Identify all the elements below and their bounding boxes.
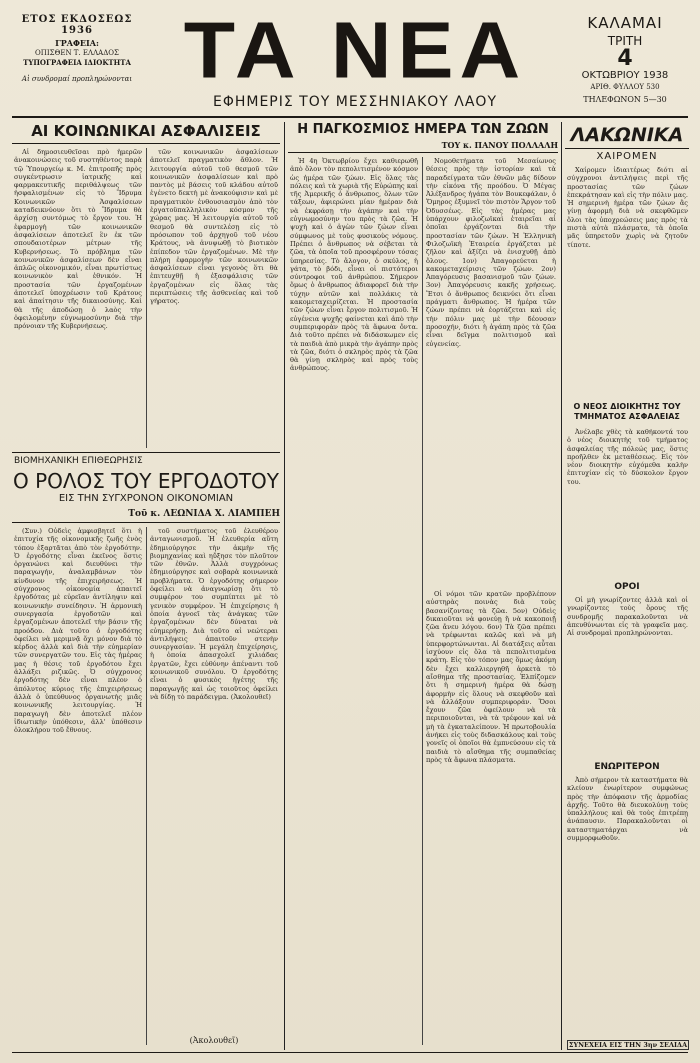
day-number: 4 [617, 46, 633, 71]
employer-byline-rule [12, 522, 280, 523]
animals-rule [288, 152, 558, 153]
employer-kicker: ΒΙΟΜΗΧΑΝΙΚΗ ΕΠΙΘΕΩΡΗΣΙΣ [14, 456, 143, 466]
enorteron-heading: ΕΝΩΡΙΤΕΡΟΝ [594, 762, 660, 772]
enorteron-column [567, 776, 688, 1038]
police-text: Ἀνέλαβε χθὲς τὰ καθήκοντά του ὁ νέος διοικητὴς τοῦ τμήματος ἀσφαλείας τῆς πόλεώς μας, ὅστις προῆλθεν ἐκ μεταθέσεως. Εἰς τὸν νέον διοικητὴν εὐχόμεθα καλὴν ἐπιτυχίαν εἰς τὸ δύσκολον ἔργον του. [567, 428, 688, 486]
employer-headline: Ο ΡΟΛΟΣ ΤΟΥ ΕΡΓΟΔΟΤΟΥ [12, 469, 280, 493]
employer-text-2: τοῦ συστήματος τοῦ ἐλευθέρου ἀνταγωνισμοῦ. Ἡ ἐλευθερία αὕτη ἐδημιούργησε τὴν ἀκμὴν τῆς βιομηχανίας καὶ ηὔξησε τὸν πλοῦτον τῶν ἐθνῶν. Ἀλλὰ συγχρόνως ἐδημιούργησε καὶ σοβαρὰ κοινωνικὰ προβλήματα. Ὁ ἐργοδότης σήμερον ὀφείλει νὰ ἀναγνωρίσῃ ὅτι τὸ συμφέρον του συμπίπτει μὲ τὸ γενικὸν συμφέρον. Ἡ ἐπιχείρησις ἡ ὁποία ἀγνοεῖ τὰς ἀνάγκας τῶν ἐργαζομένων δὲν δύναται νὰ εὐημερήσῃ. Διὰ τοῦτο αἱ νεώτεραι ἀντιλήψεις ἀπαιτοῦν στενὴν συνεργασίαν. Ἡ μεγάλη ἐπιχείρησις, ἡ ὁποία ἀπασχολεῖ χιλιάδας ἐργατῶν, ἔχει εὐθύνην ἀπέναντι τοῦ κοινωνικοῦ συνόλου. Ὁ ἐργοδότης εἶναι ὁ φυσικὸς ἡγέτης τῆς παραγωγῆς καὶ ὡς τοιοῦτος ὀφείλει νὰ δίδῃ τὸ παράδειγμα. (Ἀκολουθεῖ) [150, 527, 278, 701]
animals-column-2 [426, 157, 556, 587]
insurance-column-1 [14, 148, 142, 448]
lakonika-title: ΛΑΚΩΝΙΚΑ [570, 124, 684, 146]
animals-column-1 [290, 157, 418, 1045]
newspaper-subtitle: ΕΦΗΜΕΡΙΣ ΤΟΥ ΜΕΣΣΗΝΙΑΚΟΥ ΛΑΟΥ [212, 94, 497, 110]
masthead-rule [12, 116, 688, 118]
animals-text-2: Νομοθετήματα τοῦ Μεσαίωνος θέσεις πρὸς τὴν ἱστορίαν καὶ τὰ παραδείγματα τῶν ἐθνῶν μᾶς δίδουν τὴν εἰκόνα τῆς προόδου. Ὁ Μέγας Ἀλέξανδρος ἠγάπα τὸν Βουκεφάλαν, ὁ Ὅμηρος ἐξυμνεῖ τὸν πιστὸν Ἄργον τοῦ Ὀδυσσέως. Εἰς τὰς ἡμέρας μας ὑπάρχουν φιλοζωϊκαὶ ἑταιρεῖαι αἱ ὁποῖαι ἐργάζονται διὰ τὴν προστασίαν τῶν ζώων. Ἡ Ἑλληνικὴ Φιλοζωϊκὴ Ἑταιρεία ἐργάζεται μὲ ζῆλον καὶ ἀξίζει νὰ ἐνισχυθῇ ἀπὸ ὅλους. 1ον) Ἀπαγορεύεται ἡ κακομεταχείρισις τῶν ζώων. 2ον) Ἀπαγόρευσις βασανισμοῦ τῶν ζώων. 3ον) Ἀπαγόρευσις κακῆς χρήσεως. Ἔτσι ὁ ἄνθρωπος δεικνύει ὅτι εἶναι πράγματι ἄνθρωπος. Ἡ ἡμέρα τῶν ζώων πρέπει νὰ ἑορτάζεται καὶ εἰς τὴν πόλιν μας μὲ τὴν δέουσαν προσοχήν, διότι ἡ ἀγάπη πρὸς τὰ ζῶα εἶναι δεῖγμα πολιτισμοῦ καὶ εὐγενείας. [426, 157, 556, 348]
subscription-motto: Αἱ συνδρομαί προπληρώνονται [21, 75, 133, 83]
animals-text-3: Οἱ νόμοι τῶν κρατῶν προβλέπουν αὐστηρὰς ποινὰς διὰ τοὺς βασανίζοντας τὰ ζῶα. 5ον) Οὐδεὶς δικαιοῦται νὰ φονεύῃ ἢ νὰ κακοποιῇ ζῶα ἄνευ λόγου. 6ον) Τὰ ζῶα πρέπει νὰ τρέφωνται καλῶς καὶ νὰ μὴ ὑπερφορτώνωνται. Αἱ διατάξεις αὗται ἰσχύουν εἰς ὅλα τὰ πεπολιτισμένα κράτη. Εἰς τὸν τόπον μας ὅμως ἀκόμη δὲν ἔχει καλλιεργηθῆ ἀρκετὰ τὸ αἴσθημα τῆς προστασίας. Ἐλπίζομεν ὅτι ἡ σημερινὴ ἡμέρα θὰ δώσῃ ἀφορμὴν εἰς ὅλους νὰ σκεφθοῦν καὶ νὰ ἀλλάξουν συμπεριφοράν. Ὅσοι ἔχουν ζῶα ὀφείλουν νὰ τὰ περιποιοῦνται, νὰ τὰ τρέφουν καὶ νὰ μὴ τὰ ἐγκαταλείπουν. Ἡ πρωτοβουλία ἀνήκει εἰς τοὺς διδασκάλους καὶ τοὺς γονεῖς οἱ ὁποῖοι θὰ ἐμπνεύσουν εἰς τὰ παιδιὰ τὸ αἴσθημα τῆς συμπαθείας πρὸς τὰ ἄφωνα πλάσματα. [426, 590, 556, 764]
police-heading: Ο ΝΕΟΣ ΔΙΟΙΚΗΤΗΣ ΤΟΥ ΤΜΗΜΑΤΟΣ ΑΣΦΑΛΕΙΑΣ [573, 402, 681, 421]
continued-box: ΣΥΝΕΧΕΙΑ ΕΙΣ ΤΗΝ 3ην ΣΕΛΙΔΑ [568, 1041, 688, 1049]
printing-note: ΤΥΠΟΓΡΑΦΕΙΑ ΙΔΙΟΚΤΗΤΑ [23, 58, 131, 67]
continued-note: (Ἀκολουθεῖ) [189, 1036, 239, 1045]
animals-headline: Η ΠΑΓΚΟΣΜΙΟΣ ΗΜΕΡΑ ΤΩΝ ΖΩΩΝ [297, 122, 549, 137]
column-divider [146, 527, 147, 1045]
animals-column-3 [426, 590, 556, 1045]
year-founded: ΕΤΟΣ ΕΚΔΟΣΕΩΣ 1936 [21, 14, 133, 36]
employer-subheadline: ΕΙΣ ΤΗΝ ΣΥΓΧΡΟΝΟΝ ΟΙΚΟΝΟΜΙΑΝ [58, 493, 234, 504]
lakonika-rule [565, 148, 689, 149]
section-divider [284, 122, 285, 1050]
horoi-column [567, 596, 688, 758]
offices-address: ΟΠΙΣΘΕΝ Τ. ΕΛΛΑΔΟΣ [35, 49, 119, 57]
insurance-text-1: Αἱ δημοσιευθεῖσαι πρὸ ἡμερῶν ἀνακοινώσεις τοῦ συστηθέντος παρὰ τῷ Ὑπουργείῳ κ. Μ. ἐπιτροπῆς πρὸς συγκέντρωσιν ἰατρικῆς καὶ φαρμακευτικῆς περιθάλψεως τῶν ἠσφαλισμένων εἰς τὸ Ἵδρυμα Κοινωνικῶν Ἀσφαλίσεων καταδεικνύουν ὅτι τὸ Ἵδρυμα θὰ ἀρχίσῃ συντόμως τὸ ἔργον του. Ἡ ἐφαρμογὴ τῶν κοινωνικῶν ἀσφαλίσεων ἀποτελεῖ ἓν ἐκ τῶν σπουδαιοτέρων μέτρων τῆς Κυβερνήσεως. Τὸ πρόβλημα τῶν κοινωνικῶν ἀσφαλίσεων δὲν εἶναι ἁπλῶς οἰκονομικόν, εἶναι πρωτίστως κοινωνικὸν καὶ ἐθνικόν. Ἡ προστασία τῶν ἐργαζομένων ἀποτελεῖ ὑποχρέωσιν τοῦ Κράτους καὶ ἀπαίτησιν τῆς δικαιοσύνης. Καὶ θὰ τῆς ἀποδώσῃ ὁ λαὸς τὴν ὀφειλομένην εὐγνωμοσύνην διὰ τὴν πρόνοιαν τῆς Κυβερνήσεως. [14, 148, 142, 331]
horoi-heading: ΟΡΟΙ [614, 582, 640, 592]
section-divider [561, 122, 562, 1050]
insurance-column-2 [150, 148, 278, 448]
insurance-text-2: τῶν κοινωνικῶν ἀσφαλίσεων ἀποτελεῖ πραγματικὸν ἄθλον. Ἡ λειτουργία αὐτοῦ τοῦ θεσμοῦ τῶν κοινωνικῶν ἀσφαλίσεων καὶ πρὸ παντὸς μὲ βάσεις τοῦ κλάδου αὐτοῦ ἐγένετο δεκτὴ μὲ ἀνακούφισιν καὶ μὲ πραγματικὸν ἐνθουσιασμὸν ἀπὸ τὸν ἐργατοϋπαλληλικὸν κόσμον τῆς χώρας μας. Ἡ λειτουργία αὐτοῦ τοῦ θεσμοῦ θὰ συντελέσῃ εἰς τὸ πρόσωπον τοῦ ἀρχηγοῦ τοῦ νέου Κράτους, νὰ ἀνυψωθῇ τὸ βιοτικὸν ἐπίπεδον τῶν ἐργαζομένων. Μὲ τὴν πλήρη ἐφαρμογὴν τῶν κοινωνικῶν ἀσφαλίσεων εἶναι γεγονὸς ὅτι θὰ ἐπιτευχθῇ ἡ ἐξασφάλισις τῶν ἐργαζομένων εἰς ὅλας τὰς περιπτώσεις τῆς ἀσθενείας καὶ τοῦ γήρατος. [150, 148, 278, 306]
newspaper-title: ΤΑ ΝΕΑ [183, 5, 527, 95]
insurance-headline: ΑΙ ΚΟΙΝΩΝΙΚΑΙ ΑΣΦΑΛΙΣΕΙΣ [31, 122, 261, 140]
weekday: ΤΡΙΤΗ [607, 34, 643, 48]
phone-number: ΤΗΛΕΦΩΝΟΝ 5—30 [583, 95, 667, 104]
masthead-right-block [560, 14, 690, 104]
insurance-rule [12, 143, 280, 144]
greeting-column [567, 166, 688, 398]
enorteron-text: Ἀπὸ σήμερον τὰ καταστήματα θὰ κλείουν ἐνωρίτερον συμφώνως πρὸς τὴν ἀπόφασιν τῆς ἀρμοδίας ἀρχῆς. Τοῦτο θὰ διευκολύνῃ τοὺς ὑπαλλήλους καὶ θὰ τοὺς ἐπιτρέπῃ ἀνάπαυσιν. Παρακαλοῦνται οἱ καταστηματάρχαι νὰ συμμορφωθοῦν. [567, 776, 688, 843]
employer-column-1 [14, 527, 142, 1045]
employer-byline: Τοῦ κ. ΛΕΩΝΙΔΑ Χ. ΛΙΑΜΠΕΗ [128, 509, 280, 519]
animals-text-1: Ἡ 4η Ὀκτωβρίου ἔχει καθιερωθῆ ἀπὸ ὅλον τὸν πεπολιτισμένον κόσμον ὡς ἡμέρα τῶν ζώων. Εἰς ὅλας τὰς πόλεις καὶ τὰ χωριὰ τῆς Εὐρώπης καὶ τῆς Ἀμερικῆς ὁ ἄνθρωπος, ὅλων τῶν τάξεων, ἀφιερώνει μίαν ἡμέραν διὰ νὰ ἐκφράσῃ τὴν ἀγάπην καὶ τὴν εὐγνωμοσύνην του πρὸς τὰ ζῶα. Ἡ ψυχὴ καὶ ὁ ἀγὼν τῶν ζώων εἶναι σύμφωνος μὲ τοὺς φυσικοὺς νόμους. Πρέπει ὁ ἄνθρωπος νὰ σέβεται τὰ ζῶα, τὰ ὁποῖα τοῦ προσφέρουν τόσας ὑπηρεσίας. Τὸ ἄλογον, ὁ σκύλος, ἡ γάτα, τὸ βόδι, εἶναι οἱ πιστότεροι σύντροφοι τοῦ ἀνθρώπου. Σήμερον ὅμως ὁ ἄνθρωπος ἀδιαφορεῖ διὰ τὴν τύχην αὐτῶν καὶ πολλάκις τὰ κακομεταχειρίζεται. Ἡ προστασία τῶν ζώων εἶναι ἔργον πολιτισμοῦ. Ἡ εὐγένεια ψυχῆς φαίνεται καὶ ἀπὸ τὴν συμπεριφορὰν πρὸς τὰ ἄφωνα ὄντα. Διὰ τοῦτο πρέπει νὰ διδάσκωμεν εἰς τὰ παιδιὰ ἀπὸ μικρὰ τὴν ἀγάπην πρὸς τὰ ζῶα, διότι ὁ σκληρὸς πρὸς τὰ ζῶα θὰ γίνῃ σκληρὸς καὶ πρὸς τοὺς ἀνθρώπους. [290, 157, 418, 373]
horoi-text: Οἱ μὴ γνωρίζοντες ἀλλὰ καὶ οἱ γνωρίζοντες τοὺς ὅρους τῆς συνδρομῆς παρακαλοῦνται νὰ ἀπευθύνωνται εἰς τὰ γραφεῖα μας. Αἱ συνδρομαὶ προπληρώνονται. [567, 596, 688, 638]
police-column [567, 428, 688, 578]
offices-label: ΓΡΑΦΕΙΑ: [55, 38, 99, 48]
bottom-rule [12, 1052, 688, 1053]
employer-top-rule [12, 452, 280, 453]
issue-number: ΑΡΙΘ. ΦΥΛΛΟΥ 530 [590, 83, 660, 91]
employer-column-2 [150, 527, 278, 1032]
city-name: ΚΑΛΑΜΑΙ [587, 14, 663, 32]
greeting-heading: ΧΑΙΡΟΜΕΝ [596, 151, 658, 162]
animals-byline: ΤΟΥ κ. ΠΑΝΟΥ ΠΟΛΛΑΛΗ [441, 140, 558, 150]
masthead-left-block [18, 14, 136, 83]
greeting-text: Χαίρομεν ἰδιαιτέρως διότι αἱ σύγχρονοι ἀντιλήψεις περὶ τῆς προστασίας τῶν ζώων ἐπεκράτησαν καὶ εἰς τὴν πόλιν μας. Ἡ σημερινὴ ἡμέρα τῶν ζώων ἂς γίνῃ ἀφορμὴ διὰ νὰ σκεφθῶμεν ὅλοι τὰς ὑποχρεώσεις μας πρὸς τὰ πιστὰ αὐτὰ πλάσματα, τὰ ὁποῖα μᾶς ὑπηρετοῦν χωρὶς νὰ ζητοῦν τίποτε. [567, 166, 688, 249]
column-divider [146, 148, 147, 448]
month-year: ΟΚΤΩΒΡΙΟΥ 1938 [581, 70, 669, 81]
column-divider [422, 157, 423, 1045]
employer-text-1: (Συν.) Οὐδεὶς ἀμφισβητεῖ ὅτι ἡ ἐπιτυχία τῆς οἰκονομικῆς ζωῆς ἑνὸς τόπου ἐξαρτᾶται ἀπὸ τὸν ἐργοδότην. Ὁ ἐργοδότης εἶναι ἐκεῖνος ὅστις ὀργανώνει καὶ διευθύνει τὴν παραγωγήν, ἀναλαμβάνων τὸν κίνδυνον τῆς ἐπιχειρήσεως. Ἡ σύγχρονος οἰκονομία ἀπαιτεῖ ἐργοδότας μὲ εὐρεῖαν ἀντίληψιν καὶ κοινωνικὴν συνείδησιν. Ἡ ἁρμονικὴ συνεργασία ἐργοδοτῶν καὶ ἐργαζομένων ἀποτελεῖ τὴν βάσιν τῆς προόδου. Διὰ τοῦτο ὁ ἐργοδότης ὀφείλει νὰ μεριμνᾷ ὄχι μόνον διὰ τὸ κέρδος ἀλλὰ καὶ διὰ τὴν εὐημερίαν τῶν συνεργατῶν του. Εἰς τὰς ἡμέρας μας ἡ θέσις τοῦ ἐργοδότου ἔχει ἀλλάξει ριζικῶς. Ὁ σύγχρονος ἐργοδότης δὲν εἶναι πλέον ὁ ἀπόλυτος κύριος τῆς ἐπιχειρήσεως ἀλλὰ ὁ ὑπεύθυνος ὀργανωτὴς μιᾶς κοινωνικῆς λειτουργίας. Ἡ παραγωγὴ δὲν ἀποτελεῖ πλέον ἰδιωτικὴν ὑπόθεσιν, ἀλλ' ὑπόθεσιν ὁλοκλήρου τοῦ ἔθνους. [14, 527, 142, 735]
